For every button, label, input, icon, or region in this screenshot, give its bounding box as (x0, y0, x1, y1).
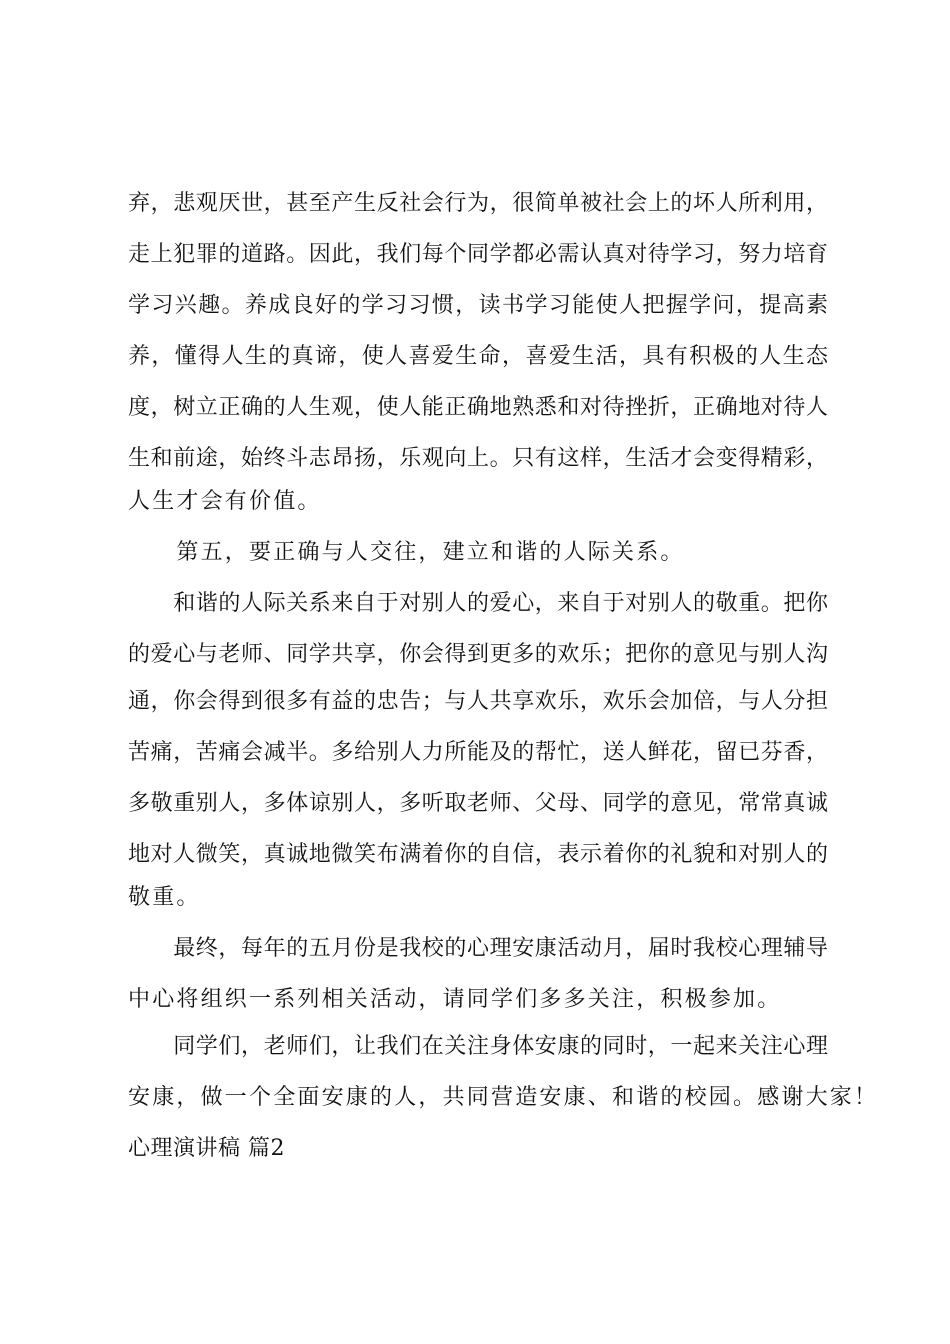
text-line: 同学们，老师们，让我们在关注身体安康的同时，一起来关注心理 (128, 1034, 828, 1059)
text-line: 的爱心与老师、同学共享，你会得到更多的欢乐；把你的意见与别人沟 (128, 642, 828, 667)
text-line: 生和前途，始终斗志昂扬，乐观向上。只有这样，生活才会变得精彩， (128, 446, 828, 471)
section-title: 心理演讲稿 篇2 (128, 1136, 285, 1161)
text-line: 学习兴趣。养成良好的学习习惯，读书学习能使人把握学问，提高素 (128, 293, 828, 318)
text-line: 通，你会得到很多有益的忠告；与人共享欢乐，欢乐会加倍，与人分担 (128, 689, 828, 714)
text-line: 弃，悲观厌世，甚至产生反社会行为，很简单被社会上的坏人所利用， (128, 191, 828, 216)
text-line: 中心将组织一系列相关活动，请同学们多多关注，积极参加。 (128, 987, 782, 1012)
text-line: 最终，每年的五月份是我校的心理安康活动月，届时我校心理辅导 (128, 936, 828, 961)
text-line: 敬重。 (128, 885, 201, 910)
text-line: 人生才会有价值。 (128, 489, 322, 514)
text-line: 多敬重别人，多体谅别人，多听取老师、父母、同学的意见，常常真诚 (128, 791, 828, 816)
text-line: 安康，做一个全面安康的人，共同营造安康、和谐的校园。感谢大家！ (128, 1085, 879, 1110)
text-line: 和谐的人际关系来自于对别人的爱心，来自于对别人的敬重。把你 (128, 591, 828, 616)
paragraph-heading: 第五，要正确与人交往，建立和谐的人际关系。 (128, 540, 685, 565)
text-line: 养，懂得人生的真谛，使人喜爱生命，喜爱生活，具有积极的人生态 (128, 344, 828, 369)
text-line: 苦痛，苦痛会减半。多给别人力所能及的帮忙，送人鲜花，留已芬香， (128, 740, 828, 765)
text-line: 度，树立正确的人生观，使人能正确地熟悉和对待挫折，正确地对待人 (128, 395, 828, 420)
text-line: 地对人微笑，真诚地微笑布满着你的自信，表示着你的礼貌和对别人的 (128, 842, 828, 867)
text-line: 走上犯罪的道路。因此，我们每个同学都必需认真对待学习，努力培育 (128, 242, 828, 267)
